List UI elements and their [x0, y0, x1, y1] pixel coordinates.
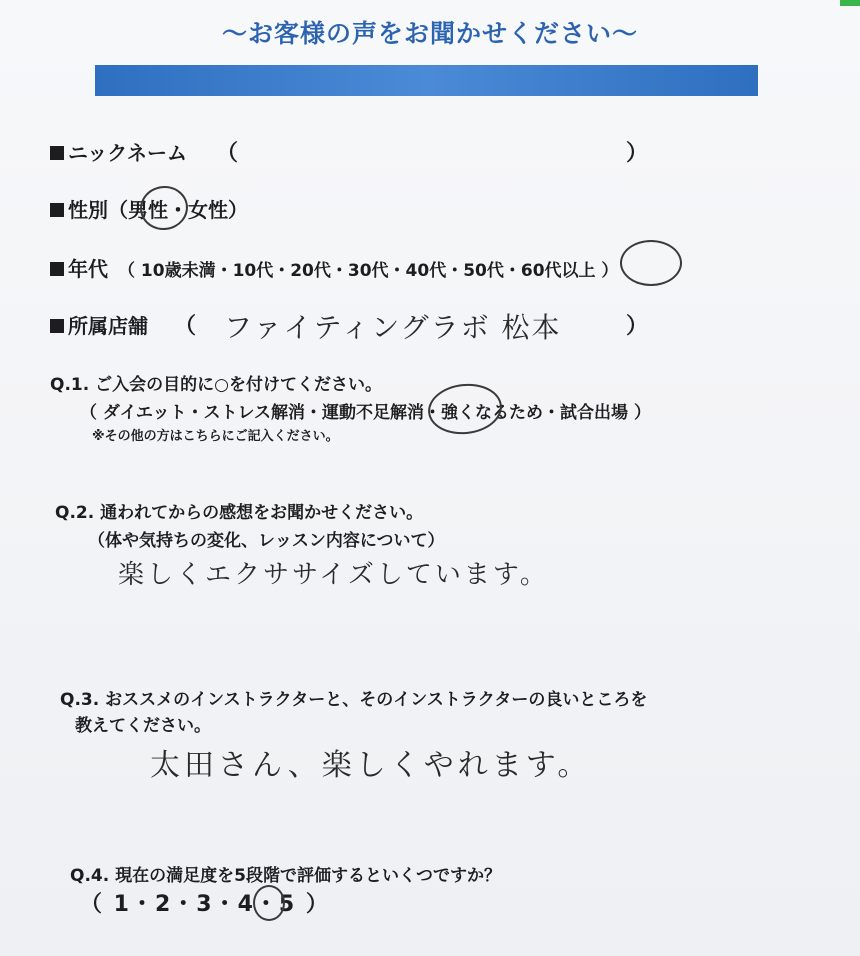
q1-note: ※その他の方はこちらにご記入ください。	[92, 429, 339, 444]
q3-question-line2: 教えてください。	[75, 716, 211, 736]
gender-selection-circle	[137, 183, 191, 233]
store-label: 所属店舗	[68, 314, 148, 338]
survey-title: 〜お客様の声をお聞かせください〜	[221, 19, 638, 48]
q4-question: Q.4. 現在の満足度を5段階で評価するといくつですか？	[70, 866, 501, 886]
q2-question: Q.2. 通われてからの感想をお聞かせください。	[55, 503, 424, 523]
q1-question: Q.1. ご入会の目的に○を付けてください。	[50, 375, 382, 395]
q3-question: Q.3. おススメのインストラクターと、そのインストラクターの良いところを	[60, 690, 648, 710]
square-bullet-icon	[50, 146, 64, 160]
q3-answer: 太田さん、楽しくやれます。	[150, 748, 592, 783]
nickname-label: ニックネーム	[68, 141, 187, 165]
age-options: （ 10歳未満・10代・20代・30代・40代・50代・60代以上 ）	[118, 261, 619, 281]
q4-rating-scale: （ 1・2・3・4・5 ）	[80, 892, 330, 917]
age-field	[50, 253, 108, 282]
store-close-paren: ）	[626, 314, 649, 339]
age-label: 年代	[68, 257, 108, 281]
corner-accent	[840, 0, 860, 6]
store-open-paren: （	[174, 314, 197, 339]
store-answer: ファイティングラボ 松本	[224, 311, 562, 344]
nickname-open-paren: （	[216, 141, 239, 166]
square-bullet-icon	[50, 203, 64, 217]
q2-sub: （体や気持ちの変化、レッスン内容について）	[88, 531, 445, 551]
title-banner	[95, 65, 758, 96]
q1-options: （ ダイエット・ストレス解消・運動不足解消・強くなるため・試合出場 ）	[80, 403, 651, 423]
square-bullet-icon	[50, 262, 64, 276]
q2-answer: 楽しくエクササイズしています。	[118, 560, 549, 590]
q1-selection-circle	[426, 380, 505, 437]
gender-label: 性別	[68, 198, 108, 222]
square-bullet-icon	[50, 319, 64, 333]
nickname-close-paren: ）	[626, 141, 649, 166]
age-selection-circle	[620, 240, 682, 286]
nickname-field	[50, 137, 187, 166]
gender-options: （男性・女性）	[108, 198, 248, 222]
q4-selection-circle	[253, 885, 285, 921]
store-field	[50, 310, 148, 339]
